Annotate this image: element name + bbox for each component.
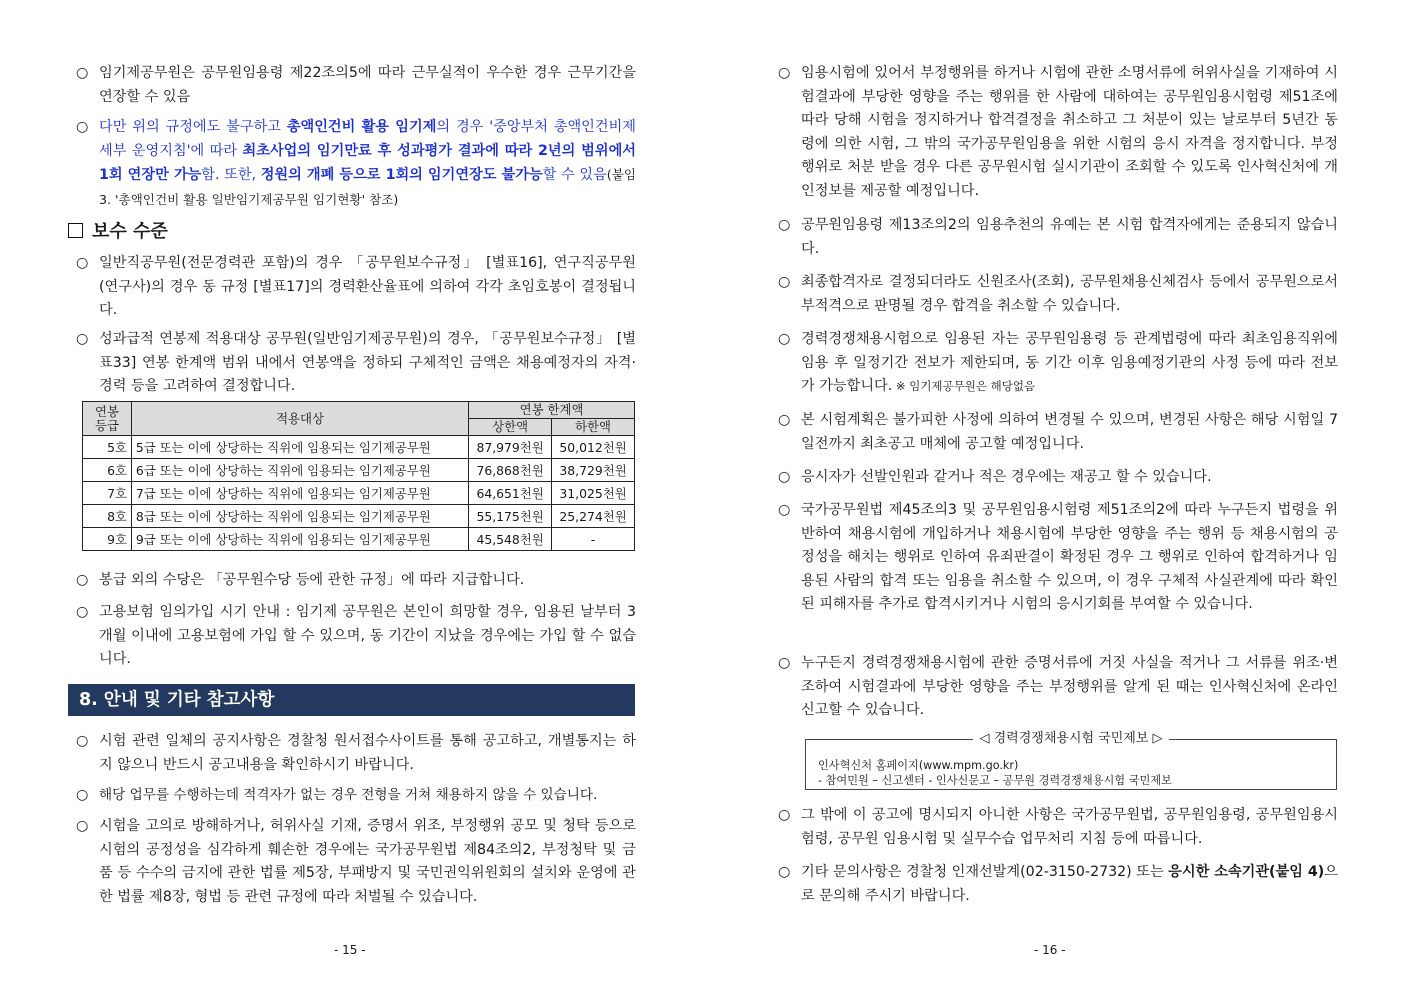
list-item [770, 466, 1338, 490]
target-cell: 8급 또는 이에 상당하는 직위에 임용되는 임기제공무원 [131, 505, 468, 528]
list-item [770, 214, 1338, 261]
list-item [68, 601, 636, 672]
table-header-target: 적용대상 [131, 402, 468, 436]
bullet-icon: ○ [778, 469, 791, 485]
table-row [83, 505, 635, 528]
list-item [770, 271, 1338, 318]
item-text: 시험 관련 일체의 공지사항은 경찰청 원서접수사이트를 통해 공고하고, 개별통지는 하지 않으니 반드시 공고내용을 확인하시기 바랍니다. [99, 733, 636, 773]
bullet-icon: ○ [76, 255, 89, 271]
bullet-icon: ○ [76, 331, 89, 347]
bullet-icon: ○ [778, 65, 791, 81]
item-text: 고용보험 임의가입 시기 안내 : 임기제 공무원은 본인이 희망할 경우, 임용된 날부터 3개월 이내에 고용보험에 가입 할 수 있으며, 동 기간이 지났을 경우에는 가입 할 수 없습니다. [99, 604, 636, 667]
list-item [68, 815, 636, 909]
table-row [83, 436, 635, 459]
section-title: 보수 수준 [92, 221, 168, 242]
list-item [68, 328, 636, 399]
grade-cell: 5호 [83, 436, 132, 459]
text-span: 으로 문의해 주시기 바랍니다. [801, 864, 1338, 904]
table-header-lower: 하한액 [552, 419, 635, 436]
table-row [83, 528, 635, 551]
text-span: 정원의 개폐 등으로 1회의 임기연장도 불가능 [260, 167, 543, 183]
bullet-icon: ○ [778, 412, 791, 428]
upper-cell: 64,651천원 [469, 482, 552, 505]
salary-table [82, 401, 635, 551]
text-span: 기타 문의사항은 경찰청 인재선발계(02-3150-2732) 또는 [801, 864, 1169, 880]
item-text [99, 116, 636, 212]
list-item [68, 62, 636, 109]
text-span: 총액인건비 활용 임기제 [286, 119, 437, 135]
target-cell: 7급 또는 이에 상당하는 직위에 임용되는 임기제공무원 [131, 482, 468, 505]
item-text: 시험을 고의로 방해하거나, 허위사실 기재, 증명서 위조, 부정행위 공모 및 청탁 등으로 시험의 공정성을 심각하게 훼손한 경우에는 국가공무원법 제84조의2, 부정청탁 및 금품 등 수수의 금지에 관한 법률 제5장, 부패방지 및 국민권익위원회의 설치와 운영에 관한 법률 제8장, 형법 등 관련 규정에 따라 처벌될 수 있습니다. [99, 818, 636, 905]
list-item [68, 784, 636, 808]
list-item [770, 804, 1338, 851]
lower-cell: 31,025천원 [552, 482, 635, 505]
table-header-limit: 연봉 한계액 [469, 402, 635, 419]
grade-cell: 9호 [83, 528, 132, 551]
checkbox-square-icon [68, 223, 83, 238]
report-notice-box [805, 731, 1337, 790]
item-text: 해당 업무를 수행하는데 적격자가 없는 경우 전형을 거쳐 채용하지 않을 수 있습니다. [99, 787, 598, 803]
section-banner: 8. 안내 및 기타 참고사항 [68, 684, 635, 716]
item-text: 그 밖에 이 공고에 명시되지 아니한 사항은 국가공무원법, 공무원임용령, 공무원임용시험령, 공무원 임용시험 및 실무수습 업무처리 지침 등에 따릅니다. [801, 807, 1338, 847]
item-text: 누구든지 경력경쟁채용시험에 관한 증명서류에 거짓 사실을 적거나 그 서류를 위조·변조하여 시험결과에 부당한 영향을 주는 부정행위를 알게 된 때는 인사혁신처에 온라인 신고할 수 있습니다. [801, 655, 1338, 718]
notice-title [806, 731, 1336, 746]
bullet-icon: ○ [778, 217, 791, 233]
grade-cell: 7호 [83, 482, 132, 505]
item-text: 일반직공무원(전문경력관 포함)의 경우 「공무원보수규정」 [별표16], 연구직공무원(연구사)의 경우 동 규정 [별표17]의 경력환산율표에 의하여 각각 초임호봉이 결정됩니다. [99, 255, 636, 318]
item-text: 공무원임용령 제13조의2의 임용추천의 유예는 본 시험 합격자에게는 준용되지 않습니다. [801, 217, 1338, 257]
list-item [770, 62, 1338, 203]
text-span: 경력경쟁채용시험으로 임용된 자는 공무원임용령 등 관계법령에 따라 최초임용직위에 임용 후 일정기간 전보가 제한되며, 동 기간 이후 임용예정기관의 사정 등에 따라 전보가 가능합니다. [801, 331, 1338, 394]
list-item [770, 499, 1338, 617]
upper-cell: 76,868천원 [469, 459, 552, 482]
item-text: 임기제공무원은 공무원임용령 제22조의5에 따라 근무실적이 우수한 경우 근무기간을 연장할 수 있음 [99, 65, 636, 105]
text-span: (붙임3. '총액인건비 활용 일반임기제공무원 임기현황' 참조) [99, 167, 637, 207]
bullet-icon: ○ [76, 119, 89, 135]
bullet-icon: ○ [76, 572, 89, 588]
right-page [770, 0, 1338, 992]
table-header-grade: 연봉 등급 [83, 402, 132, 436]
list-item [68, 252, 636, 323]
bullet-icon: ○ [76, 818, 89, 834]
notice-title-text: ◁ 경력경쟁채용시험 국민제보 ▷ [973, 731, 1168, 746]
target-cell: 6급 또는 이에 상당하는 직위에 임용되는 임기제공무원 [131, 459, 468, 482]
section-heading [68, 217, 168, 243]
table-header-upper: 상한액 [469, 419, 552, 436]
notice-line: - 참여민원 – 신고센터 - 인사신문고 – 공무원 경력경쟁채용시험 국민제보 [818, 774, 1172, 787]
left-page [68, 0, 636, 992]
list-item [68, 569, 636, 593]
bullet-icon: ○ [778, 655, 791, 671]
item-text: 봉급 외의 수당은 「공무원수당 등에 관한 규정」에 따라 지급합니다. [99, 572, 525, 588]
bullet-icon: ○ [76, 65, 89, 81]
lower-cell: 50,012천원 [552, 436, 635, 459]
upper-cell: 87,979천원 [469, 436, 552, 459]
page-number: - 15 - [334, 943, 366, 957]
upper-cell: 55,175천원 [469, 505, 552, 528]
lower-cell: - [552, 528, 635, 551]
bullet-icon: ○ [778, 331, 791, 347]
notice-line: 인사혁신처 홈페이지(www.mpm.go.kr) [818, 759, 1019, 772]
text-span: 의 경우 '중앙부처 총액인건비제 세부 운영지침'에 따라 [99, 119, 636, 159]
text-span: 응시한 소속기관(붙임 4) [1168, 864, 1325, 880]
grade-cell: 6호 [83, 459, 132, 482]
note-text: ※ 임기제공무원은 해당없음 [892, 379, 1036, 393]
bullet-icon: ○ [76, 604, 89, 620]
text-span: 다만 위의 규정에도 불구하고 [99, 119, 287, 135]
lower-cell: 38,729천원 [552, 459, 635, 482]
item-text: 최종합격자로 결정되더라도 신원조사(조회), 공무원채용신체검사 등에서 공무원으로서 부적격으로 판명될 경우 합격을 취소할 수 있습니다. [801, 274, 1338, 314]
list-item [68, 116, 636, 212]
item-text: 국가공무원법 제45조의3 및 공무원임용시험령 제51조의2에 따라 누구든지 법령을 위반하여 채용시험에 개입하거나 채용시험에 부당한 영향을 주는 행위 등 채용시험의 공정성을 해치는 행위로 인하여 유죄판결이 확정된 경우 그 행위로 인하여 합격하거나 임용된 사람의 합격 또는 임용을 취소할 수 있으며, 이 경우 구체적 사실관계에 따라 확인된 피해자를 추가로 합격시키거나 시험의 응시기회를 부여할 수 있습니다. [801, 502, 1338, 612]
bullet-icon: ○ [778, 502, 791, 518]
text-span: 할 수 있음 [542, 167, 607, 183]
page-number: - 16 - [1034, 943, 1066, 957]
text-span: 함. 또한, [201, 167, 261, 183]
text-span: 최초사업의 임기만료 후 성과평가 결과에 따라 2년의 범위에서 1회 연장만 가능 [99, 142, 637, 183]
item-text: 임용시험에 있어서 부정행위를 하거나 시험에 관한 소명서류에 허위사실을 기재하여 시험결과에 부당한 영향을 주는 행위를 한 사람에 대하여는 공무원임용시험령 제51조에 따라 당해 시험을 정지하거나 합격결정을 취소하고 그 처분이 있는 날로부터 5년간 동 령에 의한 시험, 그 밖의 국가공무원임용을 위한 시험의 응시 자격을 정지합니다. 부정행위로 처분 받을 경우 다른 공무원시험 실시기관이 조회할 수 있도록 인사혁신처에 개인정보를 제공할 예정입니다. [801, 65, 1338, 199]
list-item [770, 328, 1338, 399]
list-item [68, 730, 636, 777]
bullet-icon: ○ [778, 864, 791, 880]
bullet-icon: ○ [76, 733, 89, 749]
item-text: 성과급적 연봉제 적용대상 공무원(일반임기제공무원)의 경우, 「공무원보수규정」 [별표33] 연봉 한계액 범위 내에서 연봉액을 정하되 구체적인 금액은 채용예정자의 자격·경력 등을 고려하여 결정합니다. [99, 331, 636, 394]
item-text: 응시자가 선발인원과 같거나 적은 경우에는 재공고 할 수 있습니다. [801, 469, 1212, 485]
bullet-icon: ○ [76, 787, 89, 803]
upper-cell: 45,548천원 [469, 528, 552, 551]
target-cell: 9급 또는 이에 상당하는 직위에 임용되는 임기제공무원 [131, 528, 468, 551]
list-item [770, 409, 1338, 456]
list-item [770, 652, 1338, 723]
table-row [83, 459, 635, 482]
item-text: 본 시험계획은 불가피한 사정에 의하여 변경될 수 있으며, 변경된 사항은 해당 시험일 7일전까지 최초공고 매체에 공고할 예정입니다. [801, 412, 1338, 452]
grade-cell: 8호 [83, 505, 132, 528]
table-row [83, 482, 635, 505]
target-cell: 5급 또는 이에 상당하는 직위에 임용되는 임기제공무원 [131, 436, 468, 459]
lower-cell: 25,274천원 [552, 505, 635, 528]
item-text [801, 861, 1338, 908]
bullet-icon: ○ [778, 807, 791, 823]
list-item [770, 861, 1338, 908]
bullet-icon: ○ [778, 274, 791, 290]
notice-body [818, 758, 1172, 788]
item-text [801, 328, 1338, 399]
